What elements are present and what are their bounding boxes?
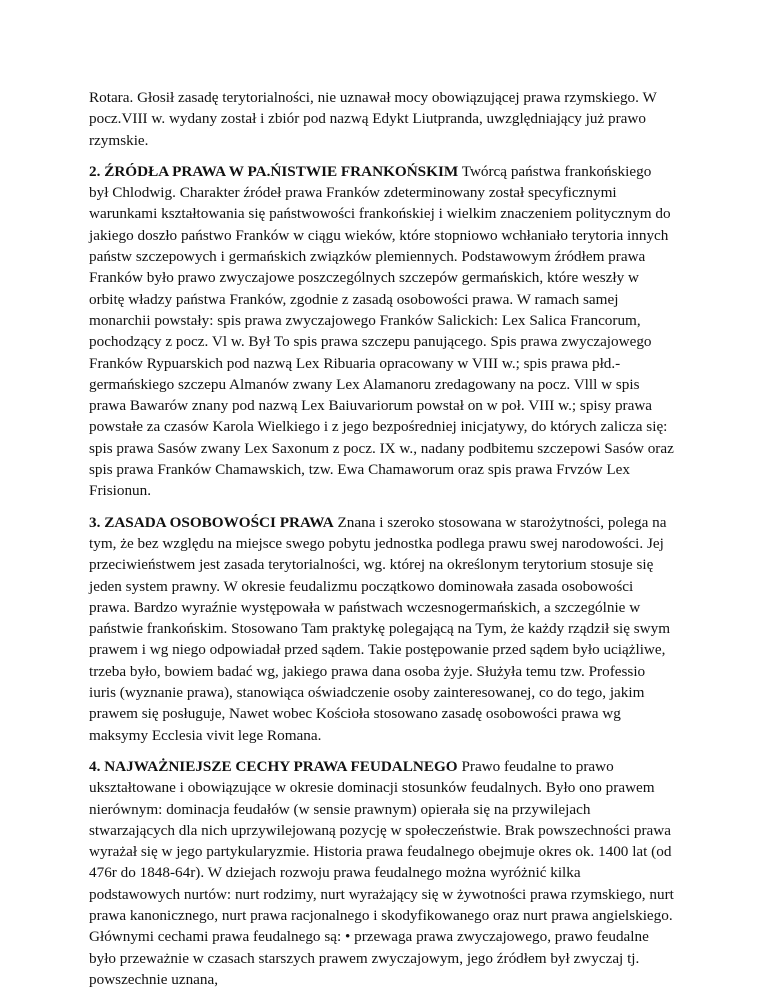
section-feudal-law-features — [89, 756, 674, 990]
section-heading: 3. ZASADA OSOBOWOŚCI PRAWA — [89, 513, 334, 531]
section-heading: 2. ŹRÓDŁA PRAWA W PA.ŃISTWIE FRANKOŃSKIM — [89, 162, 459, 180]
section-sources-of-law — [89, 161, 674, 502]
section-heading: 4. NAJWAŻNIEJSZE CECHY PRAWA FEUDALNEGO — [89, 757, 458, 775]
document-page — [89, 87, 674, 1000]
section-body: Znana i szeroko stosowana w starożytności, polega na tym, że bez względu na miejsce swego pobytu jednostka podlega prawu swej narodowości. Jej przeciwieństwem jest zasada terytorialności, wg. której na określonym terytorium stosuje się jeden system prawny. W okresie feudalizmu początkowo dominowała zasada osobowości prawa. Bardzo wyraźnie występowała w państwach wczesnogermańskich, a szczególnie w państwie frankońskim. Stosowano Tam praktykę polegającą na Tym, że każdy rządził się swym prawem i wg niego odpowiadał przed sądem. Takie postępowanie przed sądem było uciążliwe, trzeba było, bowiem badać wg, jakiego prawa dana osoba żyje. Służyła temu tzw. Professio iuris (wyznanie prawa), stanowiąca oświadczenie osoby zainteresowanej, co do tego, jakim prawem się posługuje, Nawet wobec Kościoła stosowano zasadę osobowości prawa wg maksymy Ecclesia vivit lege Romana. — [89, 513, 671, 744]
intro-paragraph: Rotara. Głosił zasadę terytorialności, nie uznawał mocy obowiązującej prawa rzymskiego. W pocz.VIII w. wydany został i zbiór pod nazwą Edykt Liutpranda, uwzględniający już prawo rzymskie. — [89, 89, 657, 149]
section-body: Prawo feudalne to prawo ukształtowane i obowiązujące w okresie dominacji stosunków feudalnych. Było ono prawem nierównym: dominacja feudałów (w sensie prawnym) opierała się na przywilejach stwarzających dla nich uprzywilejowaną pozycję w społeczeństwie. Brak powszechności prawa wyrażał się w jego partykularyzmie. Historia prawa feudalnego obejmuje okres ok. 1400 lat (od 476r do 1848-64r). W dziejach rozwoju prawa feudalnego można wyróżnić kilka podstawowych nurtów: nurt rodzimy, nurt wyrażający się w żywotności prawa rzymskiego, nurt prawa kanonicznego, nurt prawa racjonalnego i skodyfikowanego oraz nurt prawa angielskiego. Głównymi cechami prawa feudalnego są: • przewaga prawa zwyczajowego, prawo feudalne było przeważnie w czasach starszych prawem zwyczajowym, jego źródłem był zwyczaj tj. powszechnie uznana, — [89, 757, 674, 988]
section-body: Twórcą państwa frankońskiego był Chlodwig. Charakter źródeł prawa Franków zdeterminowany został specyficznymi warunkami kształtowania się państwowości frankońskiej i wielkim znaczeniem politycznym do jakiego doszło państwo Franków w ciągu wieków, które stopniowo wchłaniało terytoria innych państw szczepowych i germańskich związków plemiennych. Podstawowym źródłem prawa Franków było prawo zwyczajowe poszczególnych szczepów germańskich, które weszły w orbitę władzy państwa Franków, zgodnie z zasadą osobowości prawa. W ramach samej monarchii powstały: spis prawa zwyczajowego Franków Salickich: Lex Salica Francorum, pochodzący z pocz. Vl w. Był To spis prawa szczepu panującego. Spis prawa zwyczajowego Franków Rypuarskich pod nazwą Lex Ribuaria opracowany w VIII w.; spis prawa płd.-germańskiego szczepu Almanów zwany Lex Alamanoru zredagowany na pocz. Vlll w spis prawa Bawarów znany pod nazwą Lex Baiuvariorum powstał on w poł. VIII w.; spisy prawa powstałe za czasów Karola Wielkiego i z jego bezpośredniej inicjatywy, do których zalicza się: spis prawa Sasów zwany Lex Saxonum z pocz. IX w., nadany podbitemu szczepowi Sasów oraz spis prawa Franków Chamawskich, tzw. Ewa Chamaworum oraz spis prawa Frvzów Lex Frisionun. — [89, 162, 674, 500]
section-personality-principle — [89, 512, 674, 746]
